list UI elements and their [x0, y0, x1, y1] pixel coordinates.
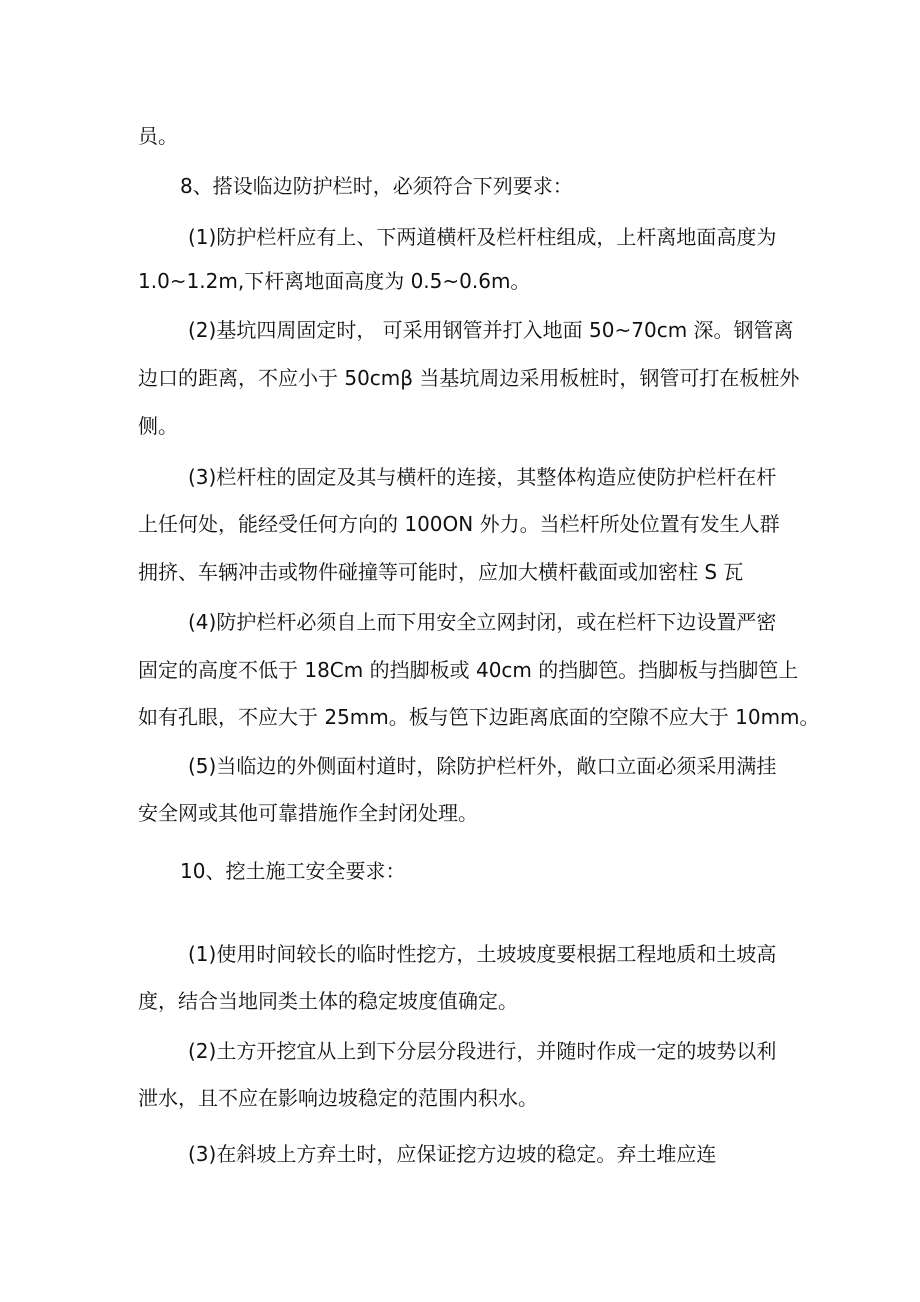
text-line: 边口的距离，不应小于 50cmβ 当基坑周边采用板桩时，钢管可打在板桩外 — [138, 366, 800, 390]
text-line: (1)使用时间较长的临时性挖方，土坡坡度要根据工程地质和土坡高 — [188, 942, 777, 966]
text-line: 度，结合当地同类土体的稳定坡度值确定。 — [138, 989, 518, 1013]
text-line: 员。 — [138, 124, 178, 148]
text-line: 上任何处，能经受任何方向的 100ON 外力。当栏杆所处位置有发生人群 — [138, 512, 780, 536]
text-line: 如有孔眼，不应大于 25mm。板与笆下边距离底面的空隙不应大于 10mm。 — [138, 705, 820, 729]
text-line: 固定的高度不低于 18Cm 的挡脚板或 40cm 的挡脚笆。挡脚板与挡脚笆上 — [138, 658, 799, 682]
text-line: (4)防护栏杆必须自上而下用安全立网封闭，或在栏杆下边设置严密 — [188, 610, 777, 634]
text-line: (2)基坑四周固定时， 可采用钢管并打入地面 50~70cm 深。钢管离 — [188, 318, 794, 342]
text-line: (5)当临边的外侧面村道时，除防护栏杆外，敞口立面必须采用满挂 — [188, 754, 777, 778]
text-line: 泄水，且不应在影响边坡稳定的范围内积水。 — [138, 1086, 538, 1110]
text-line: 安全网或其他可靠措施作全封闭处理。 — [138, 801, 478, 825]
text-line: (3)栏杆柱的固定及其与横杆的连接，其整体构造应使防护栏杆在杆 — [188, 465, 777, 489]
text-line: 侧。 — [138, 414, 178, 438]
section-heading: 10、挖土施工安全要求： — [180, 859, 406, 883]
text-line: 1.0~1.2m,下杆离地面高度为 0.5~0.6m。 — [138, 269, 531, 293]
section-heading: 8、搭设临边防护栏时，必须符合下列要求： — [180, 174, 573, 198]
text-line: (2)土方开挖宜从上到下分层分段进行，并随时作成一定的坡势以利 — [188, 1039, 777, 1063]
text-line: 拥挤、车辆冲击或物件碰撞等可能时，应加大横杆截面或加密柱 S 瓦 — [138, 560, 744, 584]
text-line: (3)在斜坡上方弃土时，应保证挖方边坡的稳定。弃土堆应连 — [188, 1142, 717, 1166]
text-line: (1)防护栏杆应有上、下两道横杆及栏杆柱组成，上杆离地面高度为 — [188, 225, 777, 249]
